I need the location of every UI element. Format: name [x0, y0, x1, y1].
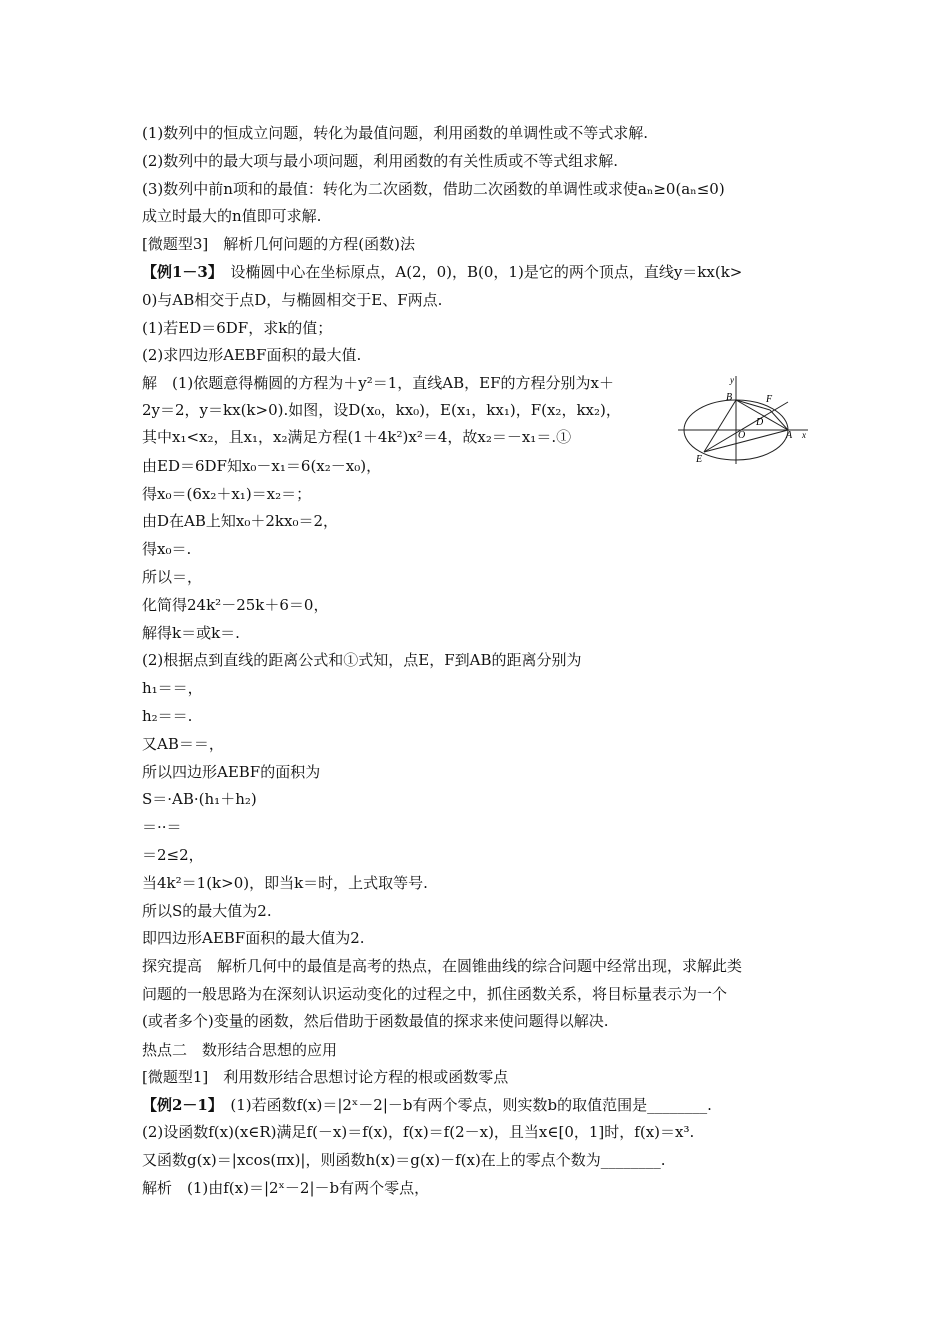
text-line: (2)设函数f(x)(x∈R)满足f(－x)＝f(x)，f(x)＝f(2－x)，且当x∈[0，1]时，f(x)＝x³.	[142, 1123, 695, 1141]
text-line: 2y＝2，y＝kx(k>0).如图，设D(x₀，kx₀)，E(x₁，kx₁)，F(x₂，kx₂)，	[142, 401, 621, 419]
text-line: 探究提高 解析几何中的最值是高考的热点，在圆锥曲线的综合问题中经常出现，求解此类	[142, 957, 743, 975]
example-line	[142, 261, 742, 283]
line-ea	[704, 430, 788, 452]
text-line: h₁＝＝，	[142, 679, 203, 697]
text-line: 问题的一般思路为在深刻认识运动变化的过程之中，抓住函数关系，将目标量表示为一个	[142, 985, 728, 1003]
example-line	[142, 1094, 712, 1116]
text-line: ＝··＝	[142, 818, 182, 836]
example-label: 【例1－3】	[142, 263, 231, 281]
text-line: 由D在AB上知x₀＋2kx₀＝2，	[142, 512, 339, 530]
text-line: 0)与AB相交于点D，与椭圆相交于E、F两点.	[142, 291, 443, 309]
text-line: 解析 (1)由f(x)＝|2ˣ－2|－b有两个零点，	[142, 1179, 430, 1197]
section-heading: 热点二 数形结合思想的应用	[142, 1041, 338, 1059]
label-x: x	[802, 430, 806, 440]
text-line: 化简得24k²－25k＋6＝0，	[142, 596, 329, 614]
section-heading: [微题型1] 利用数形结合思想讨论方程的根或函数零点	[142, 1068, 509, 1086]
text-line: 所以S的最大值为2.	[142, 902, 272, 920]
section-heading: [微题型3] 解析几何问题的方程(函数)法	[142, 235, 415, 253]
label-e: E	[696, 454, 703, 464]
label-a: A	[786, 430, 793, 441]
label-b: B	[726, 392, 733, 403]
text-line: 又函数g(x)＝|xcos(πx)|，则函数h(x)＝g(x)－f(x)在上的零点个数为________.	[142, 1151, 666, 1169]
text-line: 由ED＝6DF知x₀－x₁＝6(x₂－x₀)，	[142, 457, 382, 475]
text-line: 成立时最大的n值即可求解.	[142, 207, 322, 225]
text-line: 设椭圆中心在坐标原点，A(2，0)，B(0，1)是它的两个顶点，直线y＝kx(k>	[230, 263, 743, 281]
label-f: F	[766, 394, 773, 405]
text-line: (2)根据点到直线的距离公式和①式知，点E，F到AB的距离分别为	[142, 651, 582, 669]
text-line: 得x₀＝.	[142, 540, 192, 558]
line-ef	[704, 402, 788, 452]
text-line: 当4k²＝1(k>0)，即当k＝时，上式取等号.	[142, 874, 428, 892]
text-line: S＝·AB·(h₁＋h₂)	[142, 790, 257, 808]
text-line: 即四边形AEBF面积的最大值为2.	[142, 929, 365, 947]
text-line: 又AB＝＝，	[142, 735, 224, 753]
text-line: h₂＝＝.	[142, 707, 193, 725]
text-line: (2)数列中的最大项与最小项问题，利用函数的有关性质或不等式组求解.	[142, 152, 619, 170]
text-line: (2)求四边形AEBF面积的最大值.	[142, 346, 362, 364]
text-line: (3)数列中前n项和的最值：转化为二次函数，借助二次函数的单调性或求使aₙ≥0(aₙ≤0)	[142, 180, 725, 198]
label-y: y	[730, 375, 734, 385]
ellipse-figure	[678, 372, 814, 464]
text-line: 得x₀＝(6x₂＋x₁)＝x₂＝；	[142, 485, 312, 503]
text-line: 解 (1)依题意得椭圆的方程为＋y²＝1，直线AB，EF的方程分别为x＋	[142, 374, 614, 392]
label-o: O	[738, 430, 746, 441]
text-line: 所以四边形AEBF的面积为	[142, 763, 321, 781]
text-line: 所以＝，	[142, 568, 203, 586]
text-line: 解得k＝或k＝.	[142, 624, 240, 642]
text-line: (1)若函数f(x)＝|2ˣ－2|－b有两个零点，则实数b的取值范围是________.	[230, 1096, 712, 1114]
text-line: 其中x₁<x₂，且x₁，x₂满足方程(1＋4k²)x²＝4，故x₂＝－x₁＝.①	[142, 428, 572, 446]
text-line: (或者多个)变量的函数，然后借助于函数最值的探求来使问题得以解决.	[142, 1012, 609, 1030]
text-line: (1)数列中的恒成立问题，转化为最值问题，利用函数的单调性或不等式求解.	[142, 124, 649, 142]
text-line: ＝2≤2，	[142, 846, 204, 864]
text-line: (1)若ED＝6DF，求k的值；	[142, 319, 333, 337]
label-d: D	[756, 417, 764, 428]
example-label: 【例2－1】	[142, 1096, 231, 1114]
line-eb	[704, 400, 736, 452]
